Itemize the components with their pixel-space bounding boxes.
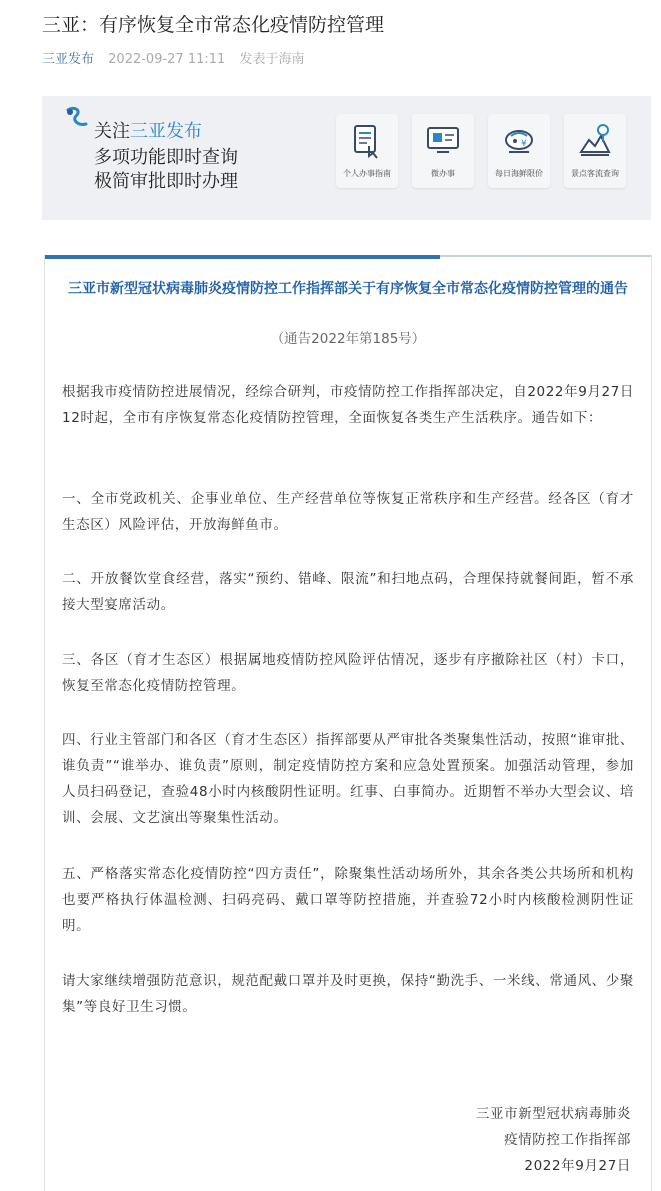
tile-guide[interactable]: [336, 114, 398, 188]
paragraph-item-1: 一、全市党政机关、企事业单位、生产经营单位等恢复正常秩序和生产经营。经各区（育才生态区）风险评估，开放海鲜鱼市。: [62, 491, 634, 533]
tile-label: 微办事: [431, 169, 455, 178]
banner-line-1: 关注三亚发布: [94, 121, 202, 142]
signature-date: 2022年9月27日: [524, 1158, 631, 1174]
signature-line-2: 疫情防控工作指挥部: [504, 1132, 631, 1148]
page-title: 三亚：有序恢复全市常态化疫情防控管理: [42, 14, 385, 36]
paragraph-item-4: 四、行业主管部门和各区（育才生态区）指挥部要从严审批各类聚集性活动，按照“谁审批、谁负责”“谁举办、谁负责”原则，制定疫情防控方案和应急处置预案。加强活动管理，参加人员扫码登记，查验48小时内核酸阴性证明。红事、白事简办。近期暂不举办大型会议、培训、会展、文艺演出等聚集性活动。: [62, 732, 634, 826]
tile-seafood-price[interactable]: [488, 114, 550, 188]
tile-scenic-flow[interactable]: [564, 114, 626, 188]
tile-label: 个人办事指南: [343, 169, 391, 178]
article-meta: [42, 50, 304, 70]
paragraph-item-2: 二、开放餐饮堂食经营，落实“预约、错峰、限流”和扫地点码，合理保持就餐间距，暂不承接大型宴席活动。: [62, 571, 634, 613]
banner-line-3: 极简审批即时办理: [94, 171, 238, 192]
micro-service-icon: [425, 122, 461, 162]
scenic-flow-icon: [577, 122, 613, 162]
notice-article: [44, 255, 652, 1191]
paragraph-closing: 请大家继续增强防范意识，规范配戴口罩并及时更换，保持“勤洗手、一米线、常通风、少聚集”等良好卫生习惯。: [62, 973, 634, 1015]
notice-number: （通告2022年第185号）: [270, 331, 426, 347]
publish-location: 发表于海南: [239, 52, 305, 67]
tile-label: 景点客流查询: [571, 169, 619, 178]
guide-icon: [349, 122, 385, 162]
paragraph-item-5: 五、严格落实常态化疫情防控“四方责任”，除聚集性活动场所外，其余各类公共场所和机构也要严格执行体温检测、扫码亮码、戴口罩等防控措施，并查验72小时内核酸检测阴性证明。: [62, 866, 634, 934]
tile-micro-service[interactable]: [412, 114, 474, 188]
banner-line-2: 多项功能即时查询: [94, 147, 238, 168]
publish-time: 2022-09-27 11:11: [108, 52, 226, 67]
notice-title: 三亚市新型冠状病毒肺炎疫情防控工作指挥部关于有序恢复全市常态化疫情防控管理的通告: [68, 281, 628, 297]
accent-bar: [45, 255, 440, 259]
signature-line-1: 三亚市新型冠状病毒肺炎: [475, 1106, 631, 1122]
paragraph-intro: 根据我市疫情防控进展情况，经综合研判，市疫情防控工作指挥部决定，自2022年9月27日12时起，全市有序恢复常态化疫情防控管理，全面恢复各类生产生活秩序。通告如下：: [62, 384, 634, 426]
svg-text:¥: ¥: [521, 139, 527, 149]
source-link[interactable]: 三亚发布: [42, 52, 95, 67]
promo-banner[interactable]: [42, 96, 651, 220]
paragraph-item-3: 三、各区（育才生态区）根据属地疫情防控风险评估情况，逐步有序撤除社区（村）卡口，恢复至常态化疫情防控管理。: [62, 652, 634, 694]
logo-icon: [64, 106, 98, 138]
seafood-price-icon: [501, 122, 537, 162]
tile-label: 每日海鲜限价: [495, 169, 543, 178]
banner-highlight: 三亚发布: [130, 121, 202, 142]
